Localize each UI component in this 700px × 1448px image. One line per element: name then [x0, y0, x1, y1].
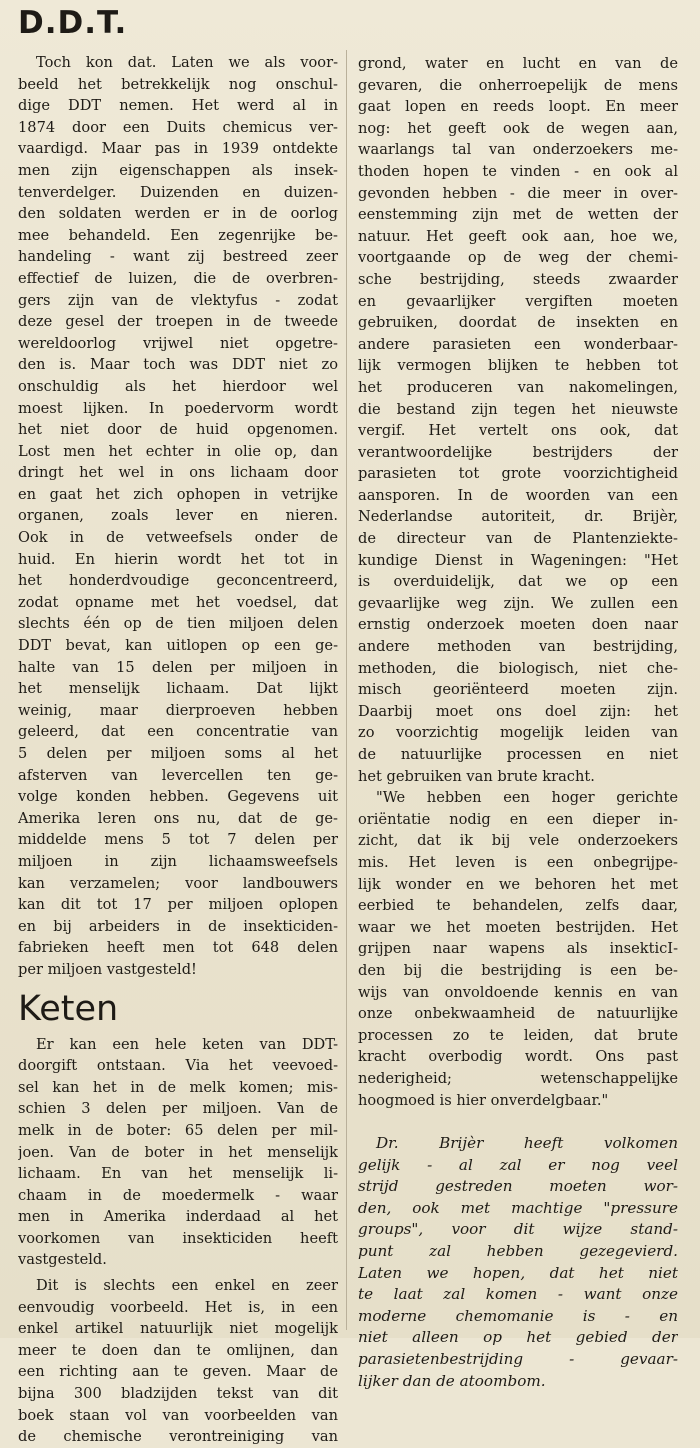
- text-line: voorkomen van insekticiden heeft: [18, 1229, 338, 1247]
- text-line: Toch kon dat. Laten we als voor-: [36, 54, 338, 71]
- text-line: het niet door de huid opgenomen.: [18, 421, 338, 439]
- left-column: [18, 0, 338, 1448]
- text-line: grond, water en lucht en van de: [358, 55, 678, 72]
- text-line: middelde mens 5 tot 7 delen per: [18, 831, 338, 849]
- text-line: chaam in de moedermelk - waar: [18, 1186, 338, 1204]
- text-line: gevaren, die onherroepelijk de mens: [358, 76, 678, 94]
- text-line: parasieten tot grote voorzichtigheid: [358, 465, 678, 483]
- text-line: en gevaarlijker vergiften moeten: [358, 292, 678, 310]
- article-headline: D.D.T.: [18, 5, 128, 41]
- text-line: sel kan het in de melk komen; mis-: [18, 1078, 338, 1096]
- section-heading-keten: Keten: [18, 988, 119, 1029]
- text-line: het gebruiken van brute kracht.: [358, 767, 595, 785]
- text-line: effectief de luizen, die de overbren-: [18, 269, 338, 287]
- text-line: 1874 door een Duits chemicus ver-: [18, 118, 338, 136]
- text-line: slechts één op de tien miljoen delen: [18, 615, 338, 633]
- text-line: halte van 15 delen per miljoen in: [18, 658, 338, 676]
- text-line: den bij die bestrijding is een be-: [358, 961, 678, 979]
- text-line: bijna 300 bladzijden tekst van dit: [18, 1385, 338, 1403]
- text-line: Dr. Brijèr heeft volkomen: [376, 1134, 678, 1153]
- text-line: dige DDT nemen. Het werd al in: [18, 97, 338, 115]
- text-line: lijker dan de atoombom.: [358, 1371, 546, 1390]
- text-line: den, ook met machtige "pressure: [358, 1198, 678, 1217]
- text-line: gers zijn van de vlektyfus - zodat: [18, 291, 338, 309]
- text-line: Daarbij moet ons doel zijn: het: [358, 702, 678, 720]
- paragraph-voorbeeld: [18, 1275, 338, 1448]
- text-line: natuur. Het geeft ook aan, hoe we,: [358, 227, 678, 245]
- text-line: miljoen in zijn lichaamsweefsels: [18, 852, 338, 870]
- text-line: vergif. Het vertelt ons ook, dat: [358, 422, 678, 440]
- text-line: de natuurlijke processen en niet: [358, 746, 678, 763]
- text-line: thoden hopen te vinden - en ook al: [358, 162, 678, 180]
- text-line: afsterven van levercellen ten ge-: [18, 766, 338, 784]
- text-line: de directeur van de Plantenziekte-: [358, 530, 678, 548]
- text-line: andere parasieten een wonderbaar-: [358, 335, 678, 353]
- text-line: die bestand zijn tegen het nieuwste: [358, 400, 678, 418]
- text-line: wijs van onvoldoende kennis en van: [358, 983, 678, 1001]
- text-line: deze gesel der troepen in de tweede: [18, 313, 338, 331]
- text-line: den soldaten werden er in de oorlog: [18, 205, 338, 223]
- text-line: vastgesteld.: [18, 1251, 107, 1269]
- text-line: misch georiënteerd moeten zijn.: [358, 681, 678, 699]
- text-line: beeld het betrekkelijk nog onschul-: [18, 75, 338, 93]
- text-line: moest lijken. In poedervorm wordt: [18, 399, 338, 417]
- text-line: andere methoden van bestrijding,: [358, 638, 678, 656]
- text-line: hoogmoed is hier onverdelgbaar.": [358, 1091, 609, 1109]
- text-line: oriëntatie nodig en een dieper in-: [358, 810, 678, 828]
- text-line: schien 3 delen per miljoen. Van de: [18, 1100, 338, 1118]
- text-line: gevaarlijke weg zijn. We zullen een: [358, 594, 678, 612]
- text-line: eerbied te behandelen, zelfs daar,: [358, 897, 678, 915]
- paragraph-closing: [358, 1133, 678, 1392]
- text-line: grijpen naar wapens als insekticI-: [358, 940, 678, 958]
- text-line: kan verzamelen; voor landbouwers: [18, 874, 338, 892]
- text-line: meer te doen dan te omlijnen, dan: [18, 1341, 338, 1359]
- text-line: lijk wonder en we behoren het met: [358, 875, 678, 893]
- text-line: punt zal hebben gezegevierd.: [358, 1242, 678, 1261]
- text-line: en bij arbeiders in de insekticiden-: [18, 917, 338, 935]
- text-line: 5 delen per miljoen soms al het: [18, 745, 338, 762]
- text-line: gaat lopen en reeds loopt. En meer: [358, 98, 678, 116]
- text-line: parasietenbestrijding - gevaar-: [358, 1350, 678, 1369]
- text-line: te laat zal komen - want onze: [358, 1285, 678, 1304]
- text-line: volge konden hebben. Gegevens uit: [18, 788, 338, 806]
- paragraph-keten: [18, 1034, 338, 1272]
- text-line: DDT bevat, kan uitlopen op een ge-: [18, 637, 338, 655]
- text-line: het produceren van nakomelingen,: [358, 378, 678, 396]
- text-line: lijk vermogen blijken te hebben tot: [358, 357, 678, 375]
- text-line: den is. Maar toch was DDT niet zo: [18, 356, 338, 374]
- right-column: [358, 53, 678, 1392]
- text-line: wereldoorlog vrijwel niet opgetre-: [18, 334, 338, 352]
- text-line: processen zo te leiden, dat brute: [358, 1026, 678, 1044]
- text-line: het honderdvoudige geconcentreerd,: [18, 572, 338, 590]
- text-line: Amerika leren ons nu, dat de ge-: [18, 809, 338, 827]
- text-line: joen. Van de boter in het menselijk: [18, 1143, 338, 1161]
- text-line: een richting aan te geven. Maar de: [18, 1363, 338, 1381]
- text-line: fabrieken heeft men tot 648 delen: [18, 939, 338, 957]
- text-line: kundige Dienst in Wageningen: "Het: [358, 551, 678, 569]
- text-line: geleerd, dat een concentratie van: [18, 723, 338, 741]
- text-line: de chemische verontreiniging van: [18, 1428, 338, 1446]
- text-line: huid. En hierin wordt het tot in: [18, 550, 338, 568]
- text-line: gebruiken, doordat de insekten en: [358, 314, 678, 332]
- text-line: gelijk - al zal er nog veel: [358, 1155, 678, 1174]
- text-line: eenvoudig voorbeeld. Het is, in een: [18, 1298, 338, 1316]
- text-line: Dit is slechts een enkel en zeer: [36, 1277, 338, 1295]
- text-line: waar we het moeten bestrijden. Het: [358, 918, 678, 936]
- text-line: methoden, die biologisch, niet che-: [358, 659, 678, 677]
- text-line: ernstig onderzoek moeten doen naar: [358, 616, 678, 634]
- paragraph-continuation: [358, 53, 678, 787]
- text-line: organen, zoals lever en nieren.: [18, 507, 338, 525]
- text-line: verantwoordelijke bestrijders der: [358, 443, 678, 461]
- text-line: eenstemming zijn met de wetten der: [358, 206, 678, 224]
- text-line: kan dit tot 17 per miljoen oplopen: [18, 896, 338, 914]
- text-line: zo voorzichtig mogelijk leiden van: [358, 724, 678, 742]
- text-line: men in Amerika inderdaad al het: [18, 1208, 338, 1226]
- text-line: moderne chemomanie is - en: [358, 1306, 678, 1325]
- text-line: aansporen. In de woorden van een: [358, 486, 678, 504]
- text-line: zodat opname met het voedsel, dat: [18, 593, 338, 611]
- text-line: Er kan een hele keten van DDT-: [36, 1035, 338, 1053]
- text-line: boek staan vol van voorbeelden van: [18, 1406, 338, 1424]
- text-line: strijd gestreden moeten wor-: [358, 1177, 678, 1196]
- text-line: vaardigd. Maar pas in 1939 ontdekte: [18, 140, 338, 158]
- text-line: waarlangs tal van onderzoekers me-: [358, 141, 678, 159]
- text-line: Lost men het echter in olie op, dan: [18, 442, 338, 460]
- paragraph-quote: [358, 787, 678, 1111]
- text-line: Nederlandse autoriteit, dr. Brijèr,: [358, 508, 678, 526]
- text-line: voortgaande op de weg der chemi-: [358, 249, 678, 267]
- text-line: nederigheid; wetenschappelijke: [358, 1069, 678, 1087]
- text-line: per miljoen vastgesteld!: [18, 960, 197, 978]
- text-line: nog: het geeft ook de wegen aan,: [358, 119, 678, 137]
- text-line: niet alleen op het gebied der: [358, 1328, 678, 1347]
- text-line: doorgift ontstaan. Via het veevoed-: [18, 1057, 338, 1075]
- text-line: het menselijk lichaam. Dat lijkt: [18, 680, 338, 698]
- text-line: dringt het wel in ons lichaam door: [18, 464, 338, 482]
- paragraph-ddt-intro: [18, 52, 338, 981]
- text-line: mee behandeld. Een zegenrijke be-: [18, 226, 338, 244]
- text-line: weinig, maar dierproeven hebben: [18, 701, 338, 719]
- text-line: kracht overbodig wordt. Ons past: [358, 1048, 678, 1066]
- column-divider: [346, 50, 347, 1330]
- text-line: mis. Het leven is een onbegrijpe-: [358, 853, 678, 871]
- text-line: handeling - want zij bestreed zeer: [18, 248, 338, 266]
- text-line: onze onbekwaamheid de natuurlijke: [358, 1005, 678, 1023]
- text-line: Ook in de vetweefsels onder de: [18, 529, 338, 547]
- text-line: groups", voor dit wijze stand-: [358, 1220, 678, 1239]
- text-line: men zijn eigenschappen als insek-: [18, 161, 338, 179]
- text-line: melk in de boter: 65 delen per mil-: [18, 1121, 338, 1139]
- text-line: sche bestrijding, steeds zwaarder: [358, 270, 678, 288]
- text-line: gevonden hebben - die meer in over-: [358, 184, 678, 202]
- text-line: tenverdelger. Duizenden en duizen-: [18, 183, 338, 201]
- text-line: "We hebben een hoger gerichte: [376, 789, 678, 807]
- text-line: is overduidelijk, dat we op een: [358, 573, 678, 591]
- text-line: lichaam. En van het menselijk li-: [18, 1165, 338, 1183]
- text-line: enkel artikel natuurlijk niet mogelijk: [18, 1320, 338, 1338]
- text-line: en gaat het zich ophopen in vetrijke: [18, 485, 338, 503]
- text-line: onschuldig als het hierdoor wel: [18, 377, 338, 395]
- text-line: Laten we hopen, dat het niet: [358, 1263, 678, 1282]
- text-line: zicht, dat ik bij vele onderzoekers: [358, 832, 678, 850]
